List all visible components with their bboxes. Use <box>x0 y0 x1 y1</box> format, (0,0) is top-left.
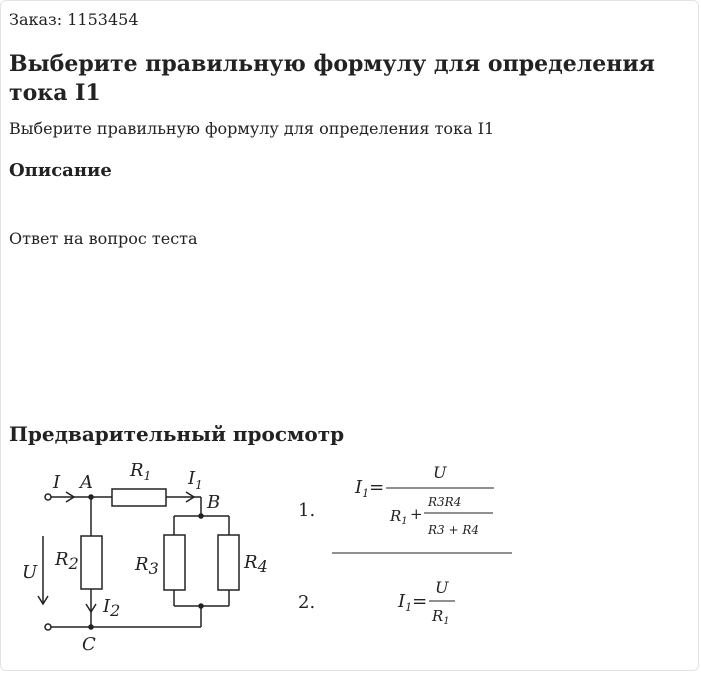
label-i1: $I_1$ <box>188 468 203 492</box>
option-1-inner-denominator: R3 + R4 <box>428 523 480 537</box>
terminal-bottom <box>45 624 51 630</box>
terminal-top <box>45 494 51 500</box>
resistor-r1 <box>112 489 166 506</box>
label-r4: R4 <box>244 552 268 576</box>
option-1-numerator: U <box>433 463 447 482</box>
label-a: A <box>80 472 93 493</box>
label-i2: I2 <box>103 596 121 620</box>
option-2-lhs: $I_1=$ <box>398 591 428 614</box>
resistor-r4 <box>218 535 239 590</box>
question-text: Выберите правильную формулу для определения тока I1 <box>9 119 495 138</box>
resistor-r2 <box>81 536 102 589</box>
label-u: U <box>22 562 38 583</box>
option-1-number: 1. <box>298 500 316 521</box>
option-1 <box>298 463 494 537</box>
option-2 <box>298 578 455 627</box>
answer-text: Ответ на вопрос теста <box>9 229 198 248</box>
option-1-inner-numerator: R3R4 <box>428 495 462 509</box>
option-1-den-r1: $R_1$ <box>390 507 408 527</box>
option-2-denominator: $R_1$ <box>432 607 450 627</box>
order-number: Заказ: 1153454 <box>9 10 139 29</box>
option-1-lhs: $I_1=$ <box>355 477 385 500</box>
page-title: Выберите правильную формулу для определения тока I1 <box>9 51 655 106</box>
description-heading: Описание <box>9 160 112 181</box>
label-r1: $R_1$ <box>130 460 152 483</box>
preview-heading: Предварительный просмотр <box>9 422 345 446</box>
label-c: C <box>82 634 96 655</box>
label-r3: R3 <box>135 554 159 578</box>
option-1-plus: + <box>410 505 423 523</box>
label-i: I <box>53 472 61 493</box>
label-b: B <box>207 492 221 513</box>
resistor-r3 <box>164 535 185 590</box>
option-2-number: 2. <box>298 592 316 613</box>
option-2-numerator: U <box>435 578 449 597</box>
label-r2: R2 <box>55 549 79 573</box>
